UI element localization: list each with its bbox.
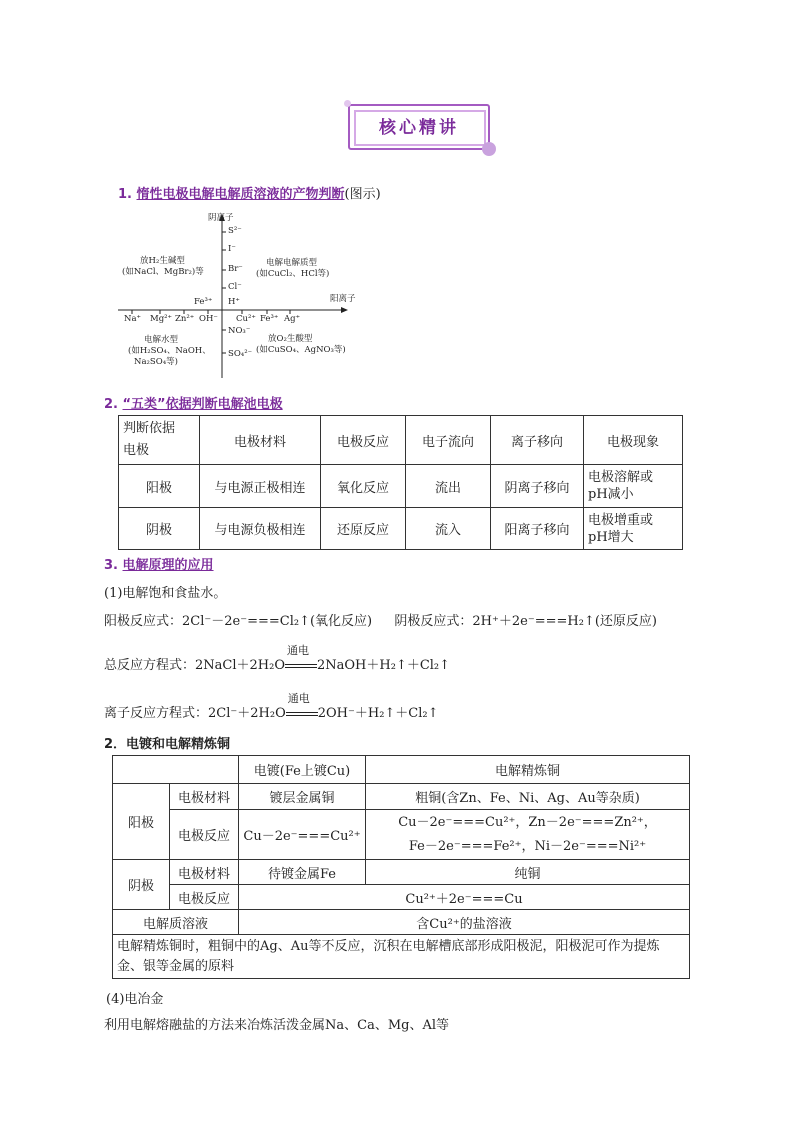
electrode-judgement-table <box>118 415 683 550</box>
table-cell: 待镀金属Fe <box>239 860 366 885</box>
table-row <box>113 784 690 810</box>
table-cell: 电极溶解或 pH减小 <box>584 465 683 508</box>
cation-label: OH⁻ <box>199 314 218 324</box>
section2-title: “五类”依据判断电解池电极 <box>122 397 283 412</box>
section4-heading: 2．电镀和电解精炼铜 <box>104 737 231 752</box>
quadrant-label: 电解电解质型 <box>266 258 318 268</box>
ionic-equation <box>104 691 439 721</box>
reaction-condition: 通电 <box>287 691 310 705</box>
banner-decoration-dot <box>344 100 351 107</box>
y-axis-label: 阴离子 <box>208 213 234 223</box>
table-cell <box>366 810 690 860</box>
table-cell: 氧化反应 <box>321 465 406 508</box>
table-cell: 电极材料 <box>170 860 239 885</box>
reaction-arrow <box>285 643 317 668</box>
section3-number: 3. <box>104 558 118 573</box>
table-cell: 还原反应 <box>321 508 406 550</box>
table-cell: 阴极 <box>119 508 200 550</box>
cation-label: Fe³⁺ <box>260 314 279 324</box>
anion-label: Br⁻ <box>228 264 243 274</box>
table-row <box>113 860 690 885</box>
table-row-header: 阳极 <box>113 784 170 860</box>
table-row <box>113 810 690 860</box>
section-banner <box>348 104 490 150</box>
table-header-cell: 电极反应 <box>321 416 406 465</box>
table-cell: 阳离子移向 <box>491 508 584 550</box>
quadrant-label: (如CuSO₄、AgNO₃等) <box>256 345 346 355</box>
cation-label: Zn²⁺ <box>175 314 195 324</box>
table-row <box>119 508 683 550</box>
table-row <box>113 910 690 935</box>
table-header-row <box>113 756 690 784</box>
quadrant-label: 放H₂生碱型 <box>140 256 185 266</box>
table-cell: 含Cu²⁺的盐溶液 <box>239 910 690 935</box>
section1-number: 1. <box>118 187 132 202</box>
x-axis-label: 阳离子 <box>330 294 356 304</box>
table-header-cell: 离子移向 <box>491 416 584 465</box>
cation-label: Cu²⁺ <box>236 314 256 324</box>
table-cell: 阳极 <box>119 465 200 508</box>
banner-title: 核心精讲 <box>379 118 459 138</box>
table-cell: 电极反应 <box>170 810 239 860</box>
cation-label: Mg²⁺ <box>150 314 173 324</box>
table-cell: 粗铜(含Zn、Fe、Ni、Ag、Au等杂质) <box>366 784 690 810</box>
table-cell: 电极反应 <box>170 885 239 910</box>
table-header-cell: 电镀(Fe上镀Cu) <box>239 756 366 784</box>
table-cell: 纯铜 <box>366 860 690 885</box>
reaction-arrow <box>286 691 318 716</box>
ion-eq-left: 2Cl⁻＋2H₂O <box>208 706 286 721</box>
oxyanion-label: SO₄²⁻ <box>228 349 253 359</box>
total-eq-left: 2NaCl＋2H₂O <box>195 658 285 673</box>
table-cell: Cu－2e⁻===Cu²⁺ <box>239 810 366 860</box>
subsection-brine: (1)电解饱和食盐水。 <box>104 586 227 601</box>
section2-number: 2. <box>104 397 118 412</box>
table-cell: 流出 <box>406 465 491 508</box>
refining-reaction-line: Cu－2e⁻===Cu²⁺，Zn－2e⁻===Zn²⁺， <box>398 814 657 830</box>
oxyanion-label: NO₃⁻ <box>228 326 251 336</box>
electrolysis-diagram <box>112 210 372 390</box>
quadrant-label: (如NaCl、MgBr₂)等 <box>122 267 204 277</box>
reaction-condition: 通电 <box>287 643 309 657</box>
table-cell: 流入 <box>406 508 491 550</box>
anode-equation: 2Cl⁻－2e⁻===Cl₂↑(氧化反应) <box>182 614 373 629</box>
cathode-eq-label: 阴极反应式： <box>394 614 473 629</box>
section5-heading: (4)电冶金 <box>106 992 164 1007</box>
h-ion-label: H⁺ <box>228 297 240 307</box>
table-cell: 与电源正极相连 <box>200 465 321 508</box>
total-eq-label: 总反应方程式： <box>104 658 196 673</box>
refining-reaction-line: Fe－2e⁻===Fe²⁺，Ni－2e⁻===Ni²⁺ <box>408 838 647 854</box>
anion-label: Cl⁻ <box>228 282 242 292</box>
table-cell: 电极材料 <box>170 784 239 810</box>
table-row-header: 电解质溶液 <box>113 910 239 935</box>
fe3-label: Fe³⁺ <box>194 297 213 307</box>
table-note: 电解精炼铜时，粗铜中的Ag、Au等不反应，沉积在电解槽底部形成阳极泥，阳极泥可作为提炼金、银等金属的原料 <box>113 935 690 979</box>
table-row-header: 阴极 <box>113 860 170 910</box>
section3-title: 电解原理的应用 <box>122 558 214 573</box>
table-header-cell: 电极现象 <box>584 416 683 465</box>
ion-eq-right: 2OH⁻＋H₂↑＋Cl₂↑ <box>317 706 439 721</box>
table-cell: 与电源负极相连 <box>200 508 321 550</box>
ion-eq-label: 离子反应方程式： <box>104 706 209 721</box>
table-row <box>119 465 683 508</box>
table-header-row <box>119 416 683 465</box>
section2-heading <box>104 393 283 412</box>
table-cell: 阴离子移向 <box>491 465 584 508</box>
section1-heading <box>118 183 381 202</box>
banner-decoration-dot <box>482 142 496 156</box>
total-eq-right: 2NaOH＋H₂↑＋Cl₂↑ <box>317 658 451 673</box>
section1-suffix: (图示) <box>344 187 381 202</box>
quadrant-label: (如CuCl₂、HCl等) <box>256 269 330 279</box>
anode-eq-label: 阳极反应式： <box>104 614 183 629</box>
section3-heading <box>104 554 214 573</box>
section1-title: 惰性电极电解电解质溶液的产物判断 <box>136 187 345 202</box>
electrode-equations <box>104 610 657 629</box>
quadrant-label: Na₂SO₄等) <box>134 357 178 367</box>
table-cell: Cu²⁺＋2e⁻===Cu <box>239 885 690 910</box>
total-equation <box>104 643 451 673</box>
cathode-equation: 2H⁺＋2e⁻===H₂↑(还原反应) <box>472 614 657 629</box>
table-header-cell: 电解精炼铜 <box>366 756 690 784</box>
section5-text: 利用电解熔融盐的方法来冶炼活泼金属Na、Ca、Mg、Al等 <box>104 1018 450 1033</box>
table-header-cell: 电子流向 <box>406 416 491 465</box>
quadrant-label: 电解水型 <box>144 335 179 345</box>
table-header-cell: 判断依据 电极 <box>119 416 200 465</box>
plating-refining-table <box>112 755 690 979</box>
cation-label: Ag⁺ <box>284 314 301 324</box>
cation-label: Na⁺ <box>124 314 141 324</box>
anion-label: I⁻ <box>228 244 236 254</box>
table-cell: 镀层金属铜 <box>239 784 366 810</box>
table-cell: 电极增重或 pH增大 <box>584 508 683 550</box>
quadrant-label: (如H₂SO₄、NaOH、 <box>128 346 211 356</box>
table-note-row <box>113 935 690 979</box>
table-header-cell: 电极材料 <box>200 416 321 465</box>
table-row <box>113 885 690 910</box>
quadrant-label: 放O₂生酸型 <box>268 334 313 344</box>
table-corner-cell <box>113 756 239 784</box>
anion-label: S²⁻ <box>228 226 242 236</box>
